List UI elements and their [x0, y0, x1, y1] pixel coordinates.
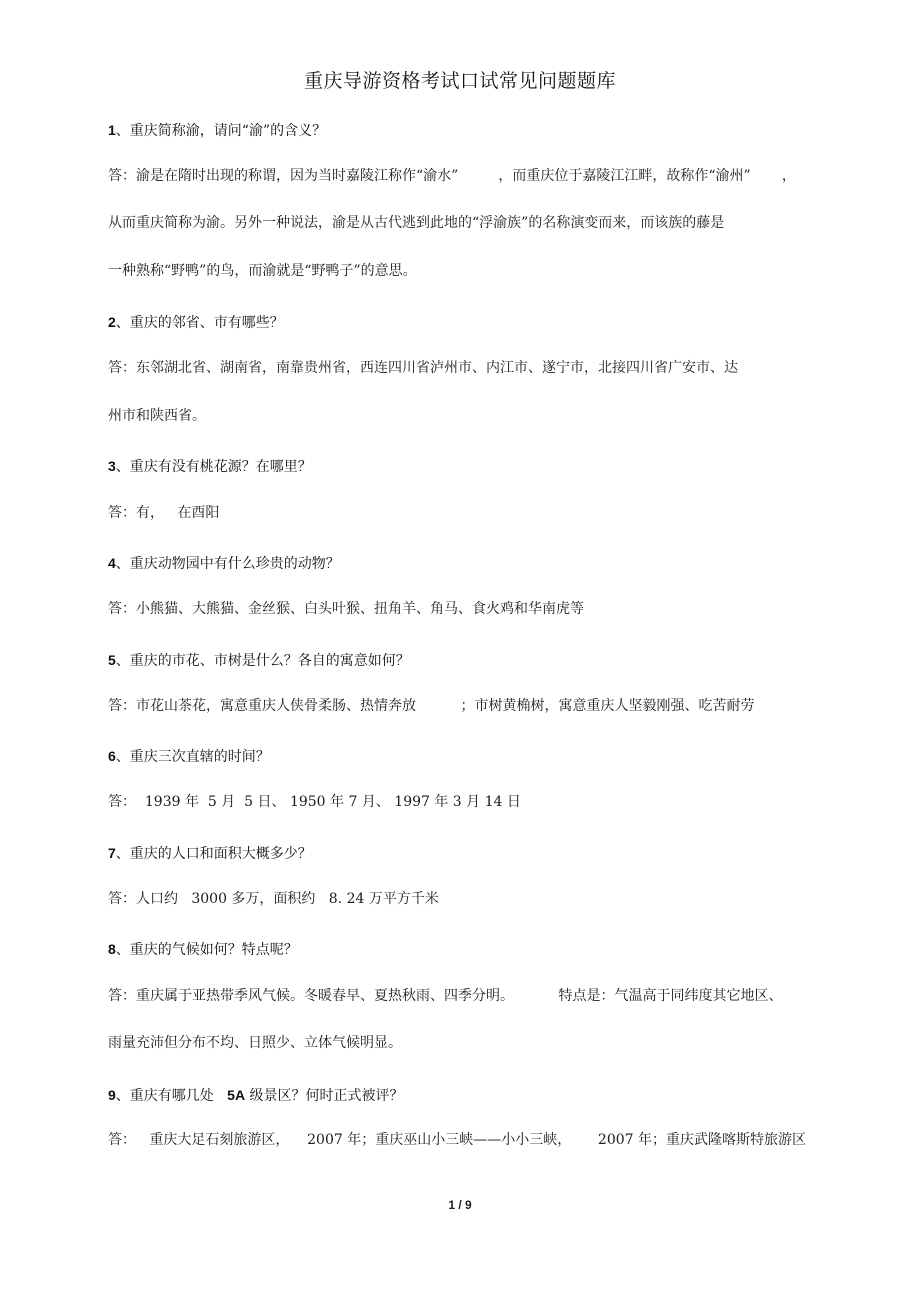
question-7 [108, 843, 312, 864]
question-text: 、重庆三次直辖的时间？ [115, 749, 270, 765]
answer-line: 答： 1939 年 5 月 5 日、 1950 年 7 月、 1997 年 3 月 14 日 [108, 794, 521, 810]
question-4 [108, 553, 340, 574]
question-3 [108, 456, 312, 477]
page-title: 重庆导游资格考试口试常见问题题库 [303, 70, 616, 92]
question-5 [108, 650, 410, 671]
question-text: 、重庆的气候如何？特点呢？ [115, 942, 298, 958]
answer-line: 州市和陕西省。 [108, 408, 206, 424]
question-number: 7 [108, 845, 116, 861]
question-number: 3 [108, 458, 116, 474]
page-number: 1 / 9 [448, 1198, 472, 1212]
question-6 [108, 746, 270, 767]
question-text-start: 、重庆有哪几处 [115, 1088, 228, 1104]
question-number: 4 [108, 555, 116, 571]
question-number: 2 [108, 314, 116, 330]
question-number: 8 [108, 941, 116, 957]
answer-line: 从而重庆简称为渝。另外一种说法，渝是从古代逃到此地的“浮渝族”的名称演变而来，而该族的藤是 [108, 215, 725, 231]
question-number: 6 [108, 748, 116, 764]
question-1 [108, 120, 326, 141]
answer-line: 答：市花山茶花，寓意重庆人侠骨柔肠、热情奔放 ；市树黄桷树，寓意重庆人坚毅刚强、吃苦耐劳 [108, 698, 755, 714]
answer-line: 答：渝是在隋时出现的称谓，因为当时嘉陵江称作“渝水” ，而重庆位于嘉陵江江畔，故称作“渝州” ， [108, 168, 796, 184]
answer-line: 答：有， 在酉阳 [108, 505, 220, 521]
answer-line: 答：重庆属于亚热带季风气候。冬暖春早、夏热秋雨、四季分明。 特点是：气温高于同纬度其它地区、 [108, 988, 783, 1004]
question-text: 、重庆的人口和面积大概多少？ [115, 846, 312, 862]
question-text: 、重庆动物园中有什么珍贵的动物？ [115, 556, 340, 572]
question-8 [108, 939, 298, 960]
answer-line: 答：小熊猫、大熊猫、金丝猴、白头叶猴、扭角羊、角马、食火鸡和华南虎等 [108, 601, 584, 617]
answer-line: 一种熟称“野鸭”的鸟，而渝就是“野鸭子”的意思。 [108, 263, 417, 279]
answer-line: 答： 重庆大足石刻旅游区， 2007 年；重庆巫山小三峡——小小三峡， 2007 年；重庆武隆喀斯特旅游区 [108, 1132, 807, 1148]
question-9 [108, 1085, 404, 1106]
question-2 [108, 312, 284, 333]
question-rating: 5A [227, 1087, 246, 1103]
answer-line: 答：东邻湖北省、湖南省，南靠贵州省，西连四川省泸州市、内江市、遂宁市，北接四川省广安市、达 [108, 360, 738, 376]
question-number: 9 [108, 1087, 116, 1103]
question-text-end: 级景区？何时正式被评？ [245, 1088, 404, 1104]
answer-line: 答：人口约 3000 多万，面积约 8. 24 万平方千米 [108, 891, 439, 907]
question-text: 、重庆的市花、市树是什么？各自的寓意如何？ [115, 653, 410, 669]
question-text: 、重庆有没有桃花源？在哪里？ [115, 459, 312, 475]
answer-line: 雨量充沛但分布不均、日照少、立体气候明显。 [108, 1035, 402, 1051]
question-number: 1 [108, 122, 116, 138]
question-text: 、重庆的邻省、市有哪些？ [115, 315, 284, 331]
question-number: 5 [108, 652, 116, 668]
question-text: 、重庆简称渝，请问“渝”的含义？ [115, 123, 327, 139]
